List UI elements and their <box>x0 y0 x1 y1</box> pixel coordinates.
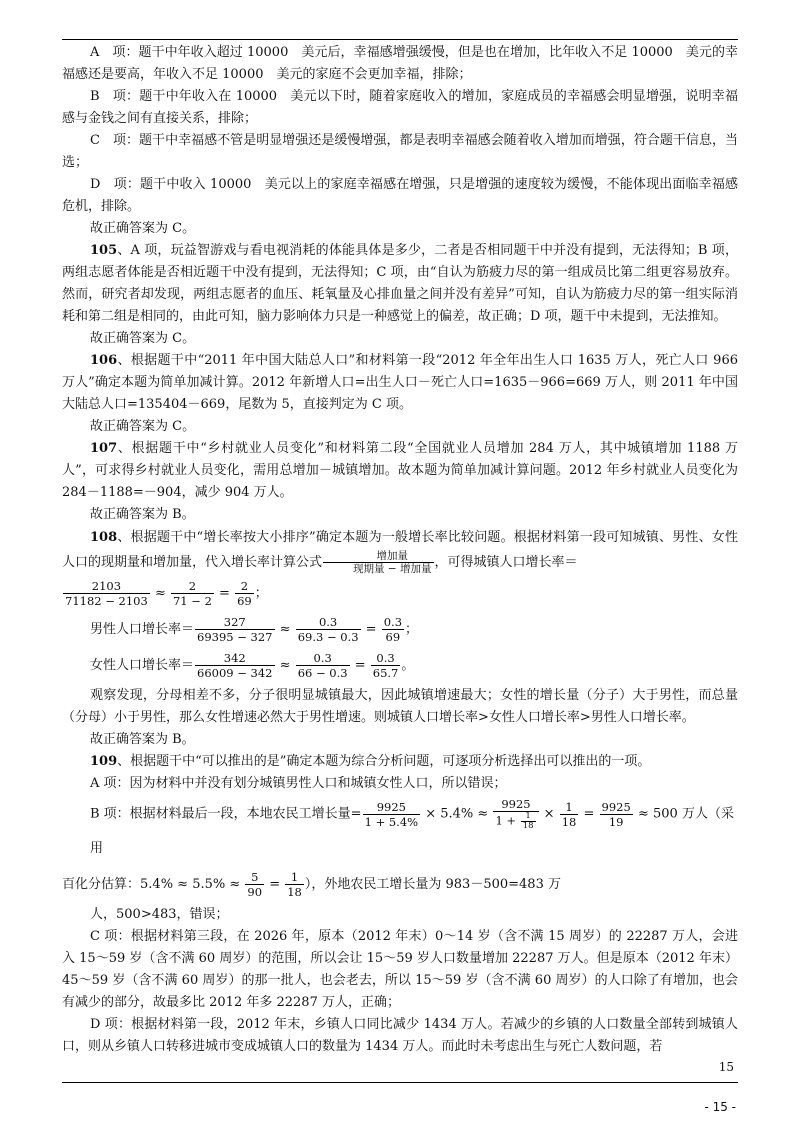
numerator: 2103 <box>91 579 122 593</box>
equals-sign: = <box>269 876 281 892</box>
fraction <box>363 800 420 829</box>
denominator: 18 <box>287 884 302 899</box>
fraction <box>245 870 264 899</box>
option-b-109 <box>62 797 738 866</box>
result: ≈ 500 <box>637 806 678 822</box>
punctuation: ； <box>254 586 268 601</box>
option-text-cont: 万人（采用 <box>90 806 734 856</box>
approx-sign: ≈ <box>279 622 291 637</box>
denominator: 18 <box>522 821 534 831</box>
fraction <box>371 651 401 680</box>
operator: × <box>543 806 555 822</box>
denominator: 71 − 2 <box>172 594 212 608</box>
denominator: 69 <box>382 629 404 644</box>
operator: × 5.4% ≈ <box>425 806 489 822</box>
punctuation: 。 <box>401 658 415 673</box>
numerator: 9925 <box>601 799 631 814</box>
question-text: 、A 项，玩益智游戏与看电视消耗的体能具体是多少，二者是否相同题干中并没有提到，无法得知；B 项，两组志愿者体能是否相近题干中没有提到，无法得知；C 项，由“自认为筋疲力尽的第一组成员比第二组更容易放弃。然而，研究者却发现，两组志愿者的血压、耗氧量及心排血量之间并没有差异”可知，自认为筋疲力尽的第一组实际消耗和第二组是相同的，由此可知，脑力影响体力只是一种感觉上的偏差，故正确；D 项，题干中未提到，无法推知。 <box>62 243 738 324</box>
denominator: 1 + 5.4% <box>364 814 419 829</box>
numerator: 1 <box>290 869 299 884</box>
numerator: 1 <box>565 799 573 814</box>
denominator: 66009 − 342 <box>197 666 273 680</box>
numerator: 0.3 <box>313 651 332 665</box>
question-number: 107 <box>90 441 118 456</box>
equals-sign: = <box>219 586 230 601</box>
answer-105: 故正确答案为 C。 <box>90 331 196 346</box>
fraction <box>195 651 274 680</box>
question-105 <box>62 240 738 328</box>
question-text: 、根据题干中“2011 年中国大陆总人口”和材料第一段“2012 年全年出生人口 1635 万人，死亡人口 966 万人”确定本题为简单加减计算。2012 年新增人口=出生人口－死亡人口=1635－966=669 万人，则 2011 年中国大陆总人口=135404－669，尾数为 5，直接判定为 C 项。 <box>62 353 738 412</box>
denominator: 19 <box>600 814 633 829</box>
answer-108: 故正确答案为 B。 <box>90 732 195 747</box>
denominator: 65.7 <box>372 666 399 680</box>
numerator: 5 <box>251 869 259 884</box>
option-b-109-estimate <box>62 868 738 902</box>
fraction <box>382 615 404 644</box>
fraction <box>296 615 361 644</box>
denominator: 71182 − 2103 <box>65 594 148 608</box>
numerator: 1 <box>525 811 531 821</box>
answer-106: 故正确答案为 C。 <box>90 419 196 434</box>
document-body <box>62 42 738 1058</box>
equals-sign: = <box>365 622 377 637</box>
equals-sign: = <box>583 806 595 822</box>
paragraph-option-c: C 项：题干中幸福感不管是明显增强还是缓慢增强，都是表明幸福感会随着收入增加而增强，符合题干信息，当选； <box>62 133 738 170</box>
paragraph-option-a: A 项：题干中年收入超过 10000 美元后，幸福感增强缓慢，但是也在增加，比年收入不足 10000 美元的幸福感还是要高，年收入不足 10000 美元的家庭不会更加幸福，排除； <box>62 45 738 82</box>
question-text: 、根据题干中“可以推出的是”确定本题为综合分析问题，可逐项分析选择出可以推出的一项。 <box>117 754 651 769</box>
answer-107: 故正确答案为 B。 <box>90 507 195 522</box>
denominator-part: 1 + <box>495 813 520 828</box>
approx-sign: ≈ <box>279 658 291 673</box>
formula-label: 女性人口增长率＝ <box>90 658 195 673</box>
paragraph-option-d: D 项：题干中收入 10000 美元以上的家庭幸福感在增强，只是增强的速度较为缓慢，不能体现出面临幸福感危机，排除。 <box>62 177 738 214</box>
header-rule <box>62 39 738 40</box>
numerator: 342 <box>223 651 246 665</box>
punctuation: ； <box>405 622 419 637</box>
approx-sign: ≈ <box>154 586 166 601</box>
question-number: 106 <box>90 353 118 368</box>
option-c-109: C 项：根据材料第三段，在 2026 年，原本（2012 年末）0～14 岁（含不满 15 周岁）的 22287 万人，会进入 15～59 岁（含不满 60 周岁）的范围，所以会让 15～59 岁人口数量增加 22287 万人。但是原本（2012 年末）45～59 岁（含不满 60 周岁）的那一批人，也会老去，所以 15～59 岁（含不满 60 周岁）的人口除了有增加，也会有减少的部分，故最多比 2012 年多 22287 万人，正确； <box>62 928 738 1010</box>
formula-numerator: 增加量 <box>376 550 408 562</box>
numerator: 9925 <box>376 799 406 814</box>
fraction <box>296 651 350 680</box>
question-number: 105 <box>90 243 118 258</box>
fraction <box>195 615 274 644</box>
denominator: 69.3 − 0.3 <box>297 630 359 644</box>
footer-rule <box>62 1082 738 1083</box>
option-text: B 项：根据材料最后一段，本地农民工增长量= <box>90 806 362 822</box>
denominator: 69 <box>237 594 252 608</box>
equals-sign: = <box>354 658 366 673</box>
paragraph-option-b: B 项：题干中年收入在 10000 美元以下时，随着家庭收入的增加，家庭成员的幸福感会明显增强，说明幸福感与金钱之间有直接关系，排除； <box>62 89 738 126</box>
estimate-expression: 5.4% ≈ 5.5% ≈ <box>140 876 241 892</box>
question-107 <box>62 438 738 504</box>
nested-fraction <box>521 812 536 831</box>
question-109 <box>62 751 738 773</box>
option-text: 百化分估算： <box>62 876 141 892</box>
option-b-109-tail: 人，500>483，错误； <box>90 906 229 922</box>
denominator: 18 <box>561 814 577 829</box>
numerator: 0.3 <box>318 615 338 629</box>
question-text: 、根据题干中“乡村就业人员变化”和材料第二段“全国就业人员增加 284 万人，其中城镇增加 1188 万人”，可求得乡村就业人员变化，需用总增加－城镇增加。故本题为简单加减计算问题。2012 年乡村就业人员变化为 284－1188=－904，减少 904 万人。 <box>62 441 738 500</box>
formula-label: 男性人口增长率＝ <box>90 622 195 637</box>
fraction <box>600 800 633 829</box>
denominator: 90 <box>247 884 263 899</box>
question-text: 、根据题干中“增长率按大小排序”确定本题为一般增长率比较问题。根据材料第一段可知城镇、男性、女性人口的现期量和增加量，代入增长率计算公式 <box>62 530 738 570</box>
question-106 <box>62 350 738 416</box>
formula-denominator: 现期量 − 增加量 <box>323 562 433 575</box>
page-number: - 15 - <box>704 1100 736 1114</box>
numerator: 2 <box>240 579 249 593</box>
fraction <box>171 579 214 608</box>
fraction <box>235 579 254 608</box>
denominator <box>493 811 538 831</box>
denominator: 66 − 0.3 <box>297 666 348 680</box>
question-number: 109 <box>90 754 118 769</box>
fraction <box>63 579 150 608</box>
question-108 <box>62 526 738 575</box>
observation-108: 观察发现，分母相差不多，分子很明显城镇最大，因此城镇增速最大；女性的增长量（分子）大于男性，而总量（分母）小于男性，那么女性增速必然大于男性增速。则城镇人口增长率>女性人口增长率>男性人口增长率。 <box>62 688 738 725</box>
numerator: 9925 <box>501 797 531 811</box>
answer-104: 故正确答案为 C。 <box>90 221 196 236</box>
question-number: 108 <box>90 530 118 545</box>
fraction <box>285 870 304 899</box>
urban-growth-formula <box>62 577 738 611</box>
fraction <box>493 797 538 831</box>
question-text-cont: ，可得城镇人口增长率＝ <box>434 555 578 570</box>
numerator: 2 <box>188 579 197 593</box>
fraction <box>560 800 579 829</box>
numerator: 0.3 <box>383 615 403 629</box>
denominator: 69395 − 327 <box>197 630 273 644</box>
numerator: 327 <box>223 615 246 629</box>
corner-page-number: 15 <box>718 1060 734 1074</box>
numerator: 0.3 <box>376 651 395 665</box>
female-growth-formula <box>62 649 738 683</box>
growth-rate-formula <box>323 550 433 575</box>
option-text-cont: ），外地农民工增长量为 983－500=483 万 <box>304 876 561 892</box>
male-growth-formula <box>62 613 738 647</box>
option-d-109: D 项：根据材料第一段，2012 年末，乡镇人口同比减少 1434 万人。若减少的乡镇的人口数量全部转到城镇人口，则从乡镇人口转移进城市变成城镇人口的数量为 1434 万人。而此时未考虑出生与死亡人数问题，若 <box>62 1016 738 1054</box>
option-a-109: A 项：因为材料中并没有划分城镇男性人口和城镇女性人口，所以错误； <box>90 776 507 791</box>
